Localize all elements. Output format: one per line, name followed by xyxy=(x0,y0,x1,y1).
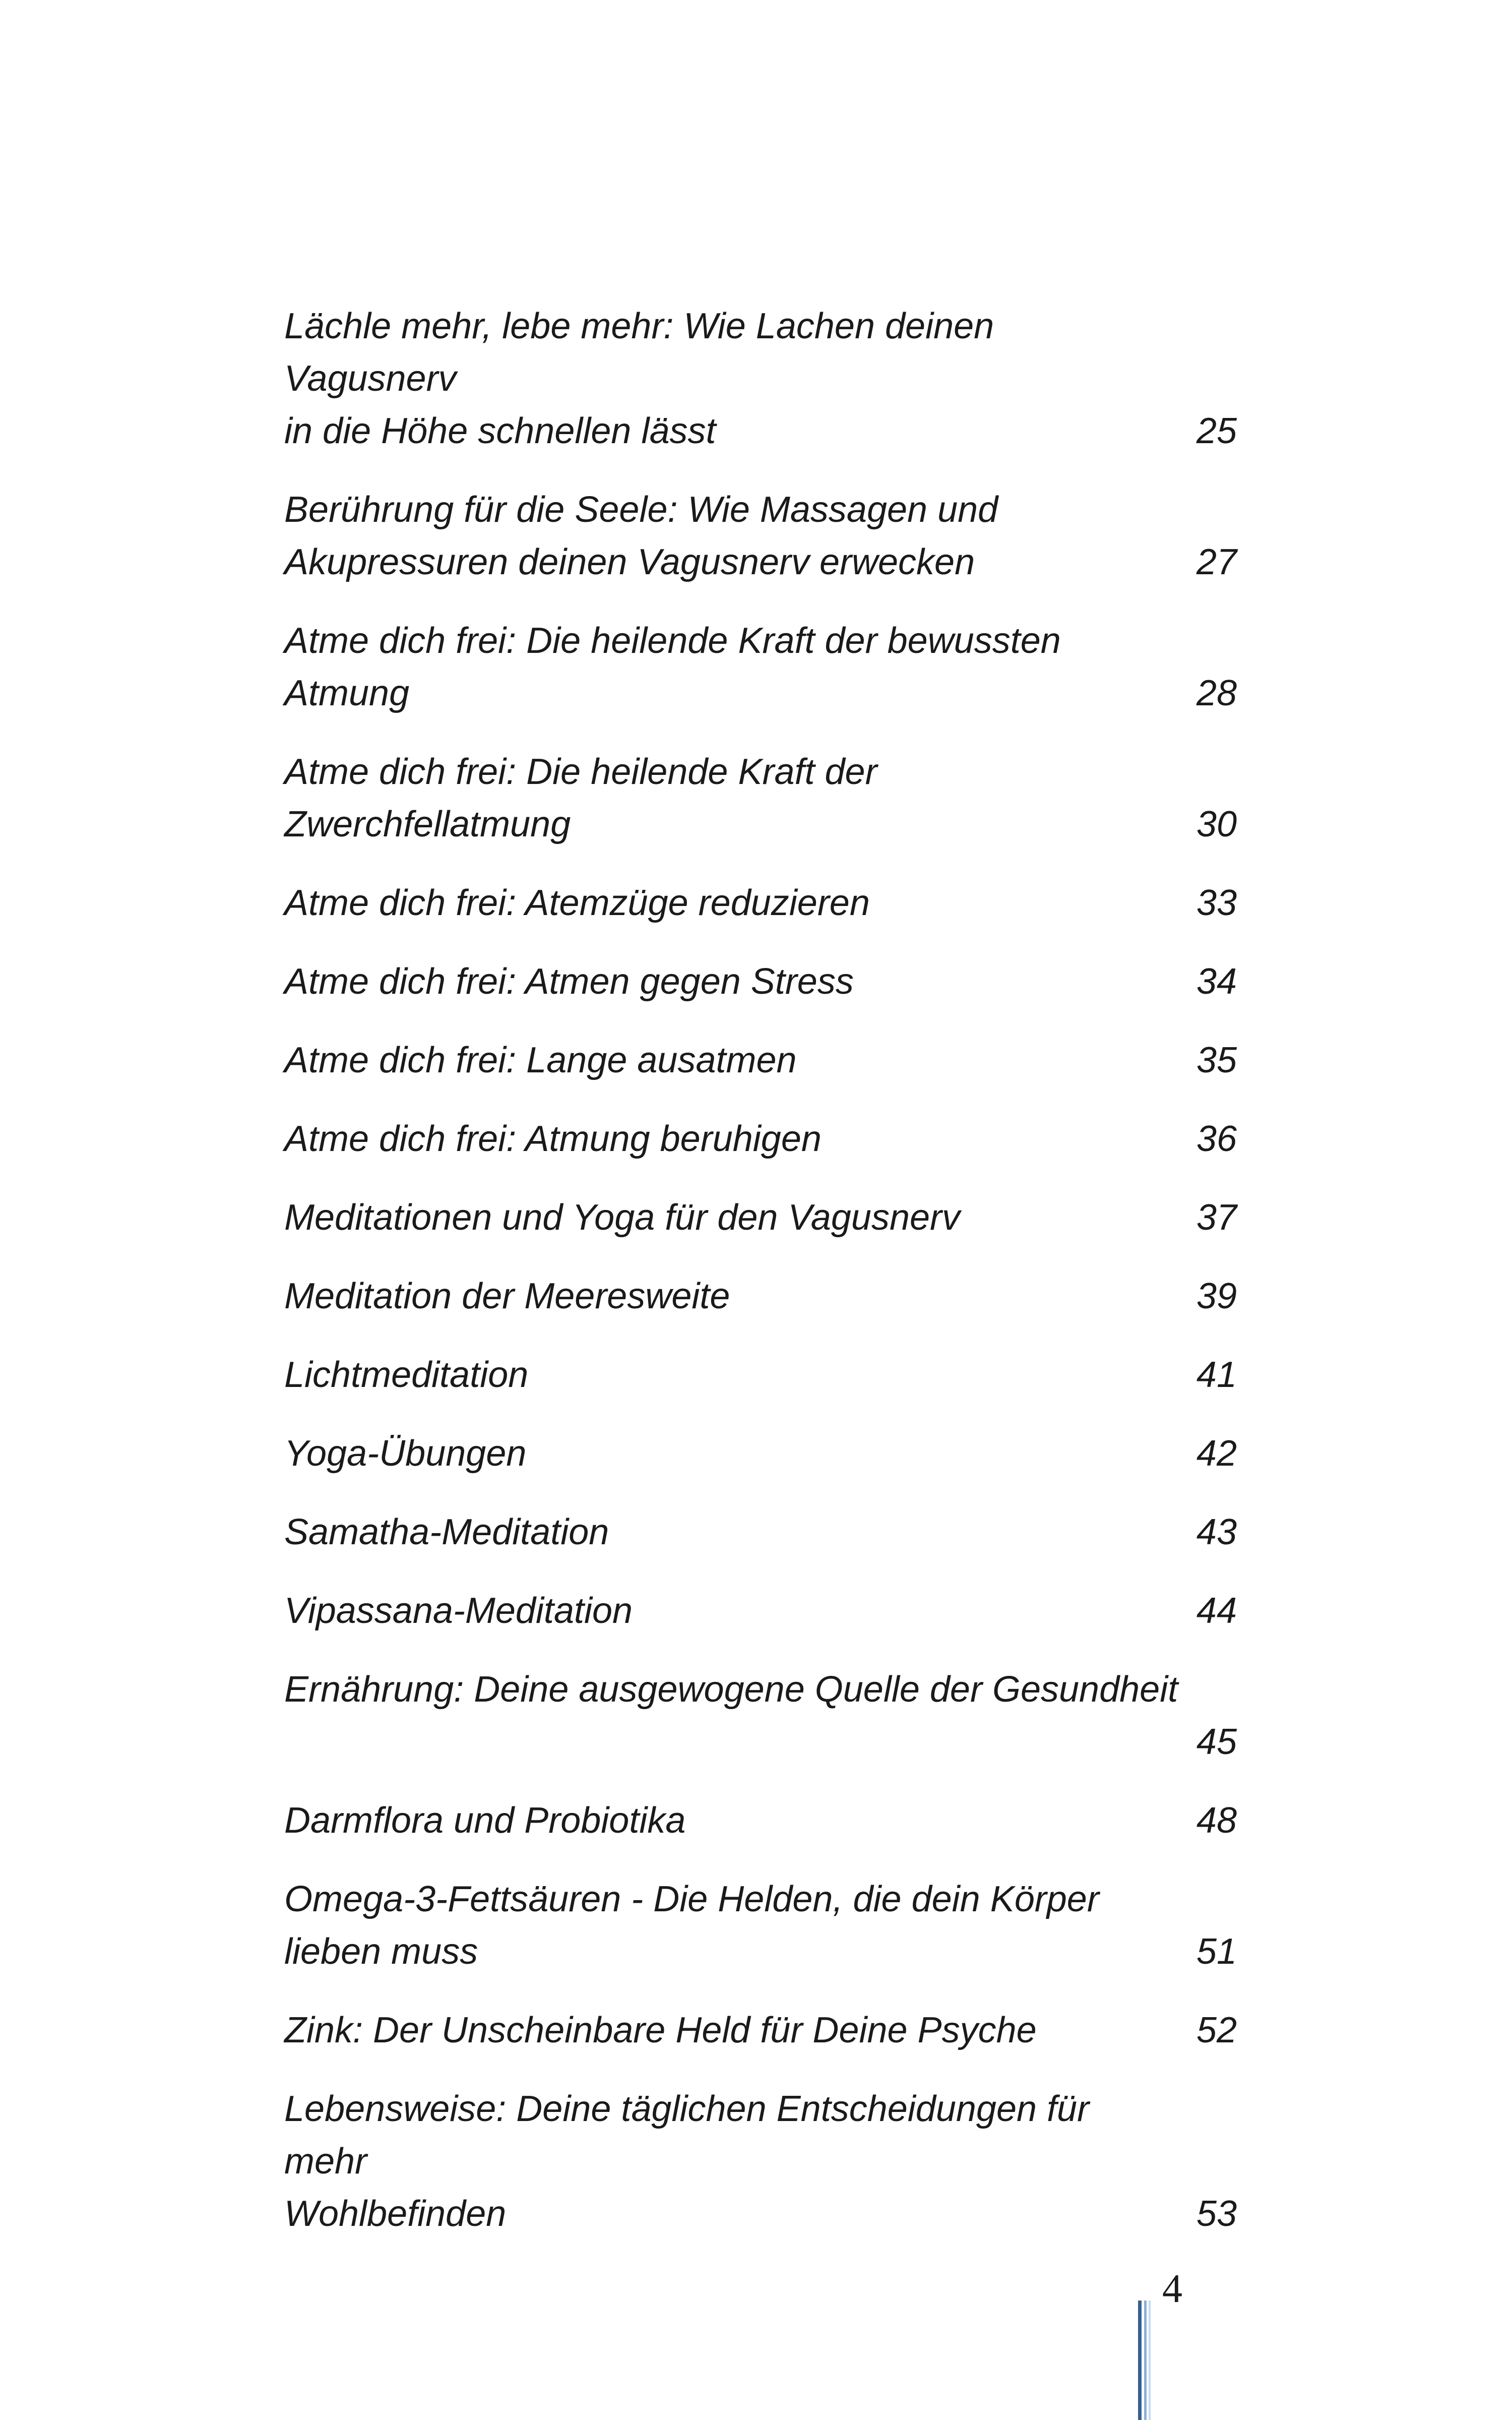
toc-entry-title: Darmflora und Probiotika xyxy=(284,1800,686,1841)
toc-entry xyxy=(284,1873,1237,1978)
toc-entry-title: Lächle mehr, lebe mehr: Wie Lachen deinen Vagusnerv in die Höhe schnellen lässt xyxy=(284,306,994,451)
toc-entry-page: 45 xyxy=(1196,1722,1237,1762)
toc-entry-page: 30 xyxy=(1196,804,1237,844)
toc-entry-title: Omega-3-Fettsäuren - Die Helden, die dein Körper lieben muss xyxy=(284,1879,1099,1972)
toc-entry-title: Atme dich frei: Die heilende Kraft der bewussten Atmung xyxy=(284,621,1061,713)
toc-entry-page: 53 xyxy=(1196,2194,1237,2234)
toc-entry-page: 27 xyxy=(1196,542,1237,582)
toc-entry xyxy=(284,1794,1237,1847)
toc-entry-title: Zink: Der Unscheinbare Held für Deine Psyche xyxy=(284,2010,1037,2050)
toc-entry-title: Samatha-Meditation xyxy=(284,1512,609,1552)
toc-entry-page: 51 xyxy=(1196,1931,1237,1972)
toc-entry-page: 37 xyxy=(1196,1197,1237,1238)
toc-entry-title: Atme dich frei: Die heilende Kraft der Zwerchfellatmung xyxy=(284,752,877,844)
footer-bar xyxy=(1138,2301,1142,2420)
toc-entry xyxy=(284,1113,1237,1165)
toc-entry xyxy=(284,955,1237,1008)
toc-entry xyxy=(284,2004,1237,2056)
footer-decoration xyxy=(1138,2301,1156,2420)
toc-entry-page: 33 xyxy=(1196,883,1237,923)
toc-entry-page: 52 xyxy=(1196,2010,1237,2050)
toc-entry-page: 39 xyxy=(1196,1276,1237,1316)
toc-entry xyxy=(284,1270,1237,1322)
footer-bar xyxy=(1144,2301,1147,2420)
toc-entry xyxy=(284,483,1237,588)
toc-entry-page: 41 xyxy=(1196,1355,1237,1395)
table-of-contents xyxy=(284,300,1237,2266)
toc-entry xyxy=(284,615,1237,719)
toc-entry-title: Yoga-Übungen xyxy=(284,1433,527,1474)
toc-entry-title: Atme dich frei: Lange ausatmen xyxy=(284,1040,797,1080)
toc-entry-page: 48 xyxy=(1196,1800,1237,1841)
toc-entry xyxy=(284,1427,1237,1480)
toc-entry-page: 34 xyxy=(1196,961,1237,1002)
toc-entry-title: Atme dich frei: Atemzüge reduzieren xyxy=(284,883,870,923)
toc-entry xyxy=(284,877,1237,929)
toc-entry-page: 43 xyxy=(1196,1512,1237,1552)
toc-entry-title: Lichtmeditation xyxy=(284,1355,529,1395)
toc-entry-title: Meditationen und Yoga für den Vagusnerv xyxy=(284,1197,960,1238)
toc-entry xyxy=(284,1034,1237,1086)
toc-entry-title: Ernährung: Deine ausgewogene Quelle der Gesundheit xyxy=(284,1669,1178,1710)
toc-entry-title: Berührung für die Seele: Wie Massagen und Akupressuren deinen Vagusnerv erwecken xyxy=(284,490,998,582)
toc-entry-title: Atme dich frei: Atmen gegen Stress xyxy=(284,961,854,1002)
toc-entry-page: 35 xyxy=(1196,1040,1237,1080)
toc-entry-page: 25 xyxy=(1196,411,1237,451)
toc-entry xyxy=(284,1506,1237,1558)
toc-entry-page: 36 xyxy=(1196,1119,1237,1159)
toc-entry-title: Vipassana-Meditation xyxy=(284,1591,633,1631)
toc-entry xyxy=(284,1585,1237,1637)
toc-entry xyxy=(284,1663,1237,1768)
toc-entry xyxy=(284,300,1237,457)
toc-entry-title: Meditation der Meeresweite xyxy=(284,1276,730,1316)
page-number: 4 xyxy=(1162,2267,1182,2311)
toc-entry-page: 42 xyxy=(1196,1433,1237,1474)
toc-entry-title: Lebensweise: Deine täglichen Entscheidungen für mehr Wohlbefinden xyxy=(284,2089,1090,2234)
toc-entry-page: 44 xyxy=(1196,1591,1237,1631)
toc-entry xyxy=(284,746,1237,851)
toc-entry xyxy=(284,1191,1237,1244)
toc-entry-page: 28 xyxy=(1196,673,1237,713)
toc-entry-title: Atme dich frei: Atmung beruhigen xyxy=(284,1119,822,1159)
toc-entry xyxy=(284,2083,1237,2240)
toc-entry xyxy=(284,1349,1237,1401)
footer-bar xyxy=(1149,2301,1151,2420)
